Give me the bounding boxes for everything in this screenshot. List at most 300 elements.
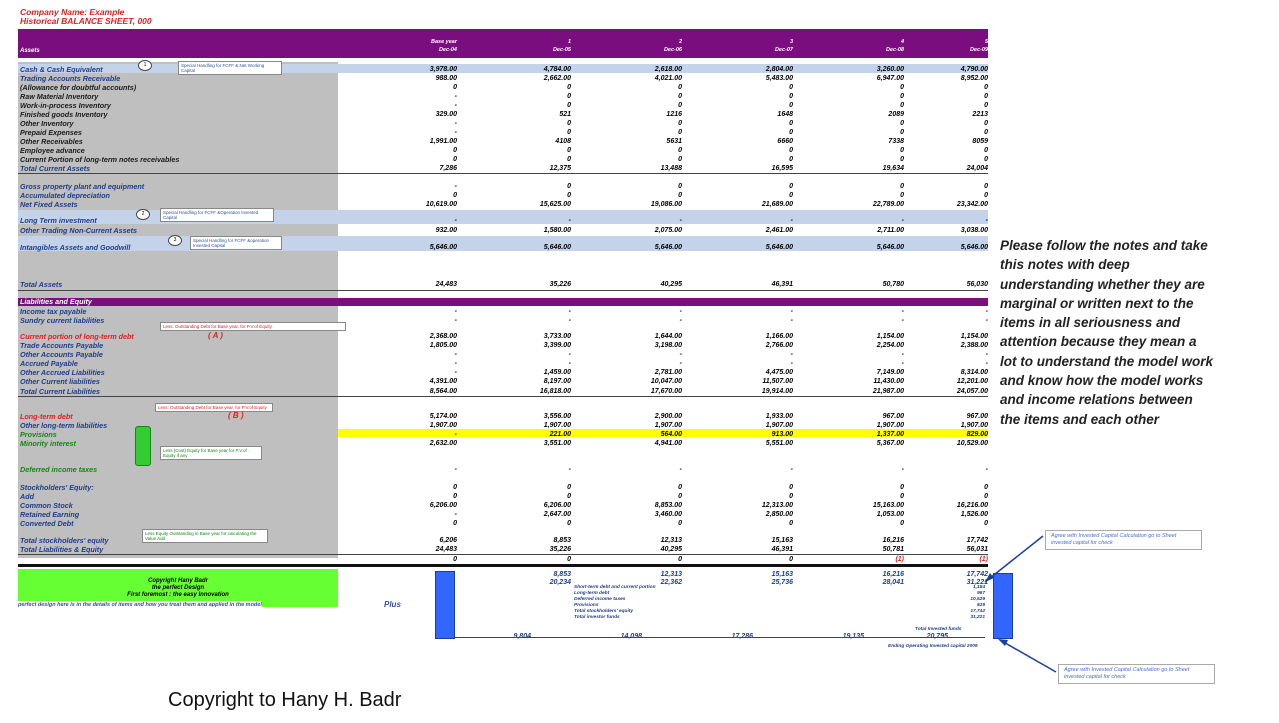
cell-value: 16,216.00 [956, 502, 988, 509]
cell-value: 1,580.00 [543, 227, 571, 234]
col-header-bottom: Dec-05 [552, 47, 571, 53]
col-header-top: Base year [431, 39, 457, 45]
cell-value: 4,475.00 [765, 369, 793, 376]
invested-value: 16,216 [882, 571, 904, 578]
cell-value: 8,197.00 [543, 378, 571, 385]
invested-label: Short-term debt and current portion [574, 585, 656, 590]
cell-value: 0 [900, 102, 904, 109]
row-label: Cash & Cash Equivalent [20, 65, 103, 74]
cell-value: 932.00 [435, 227, 457, 234]
cell-value: - [901, 466, 904, 473]
callout-minority: Less (Cost) Equity for Base year for P.V.of Equity if any [160, 446, 262, 460]
cell-value: - [454, 183, 457, 190]
cell-value: 0 [984, 484, 988, 491]
cell-value: 17,742 [966, 537, 988, 544]
cell-value: 50,780 [882, 281, 904, 288]
invested-total_invested: Total Invested funds [915, 627, 962, 632]
cell-value: 5631 [666, 138, 682, 145]
table-row [18, 387, 988, 396]
cell-value: 0 [789, 520, 793, 527]
cell-value: 23,342.00 [956, 201, 988, 208]
callout-nwc: Special Handling for FCFF & Net Working Capital [178, 61, 282, 75]
table-row [18, 501, 988, 510]
cell-value: 1,166.00 [765, 333, 793, 340]
cell-value: 2,618.00 [654, 66, 682, 73]
cell-value: - [679, 351, 682, 358]
cell-value: 4,790.00 [960, 66, 988, 73]
cell-value: 0 [678, 93, 682, 100]
cell-value: 0 [900, 84, 904, 91]
cell-value: 1,907.00 [429, 422, 457, 429]
cell-value: 1,154.00 [876, 333, 904, 340]
cell-value: - [454, 466, 457, 473]
cell-value: - [679, 308, 682, 315]
cell-value: 0 [789, 192, 793, 199]
invested-value: 12,313 [660, 571, 682, 578]
liabilities-header: Liabilities and Equity [20, 297, 92, 306]
invested-label: Long-term debt [574, 591, 610, 596]
cell-value: 0 [678, 493, 682, 500]
row-label: Other Inventory [20, 119, 74, 128]
cell-value: - [901, 351, 904, 358]
table-row [18, 137, 988, 146]
check-value: (1) [979, 556, 988, 563]
cell-value: 4,941.00 [654, 440, 682, 447]
cell-value: 0 [453, 520, 457, 527]
cell-value: 1,644.00 [654, 333, 682, 340]
check-value: 0 [453, 556, 457, 563]
cell-value: - [901, 308, 904, 315]
cell-value: 1,337.00 [876, 431, 904, 438]
cell-value: 35,226 [549, 281, 571, 288]
cell-value: - [790, 351, 793, 358]
callout-oic-3: Special Handling for FCFF &operation Invested Capital [190, 236, 282, 250]
cell-value: 4,021.00 [654, 75, 682, 82]
invested-small-value: 10,529 [970, 597, 985, 602]
cell-value: - [790, 360, 793, 367]
assets-header: Assets [20, 48, 40, 54]
row-label: Converted Debt [20, 519, 74, 528]
row-label: Employee advance [20, 146, 85, 155]
cell-value: - [985, 308, 988, 315]
cell-value: - [985, 466, 988, 473]
liabilities-header-bar [18, 298, 988, 306]
cell-value: 0 [567, 84, 571, 91]
cell-value: 2,850.00 [765, 511, 793, 518]
cell-value: - [901, 217, 904, 224]
cell-value: 2213 [972, 111, 988, 118]
row-label: Gross property plant and equipment [20, 182, 145, 191]
cell-value: 0 [984, 183, 988, 190]
cell-value: 0 [789, 102, 793, 109]
row-label: Other long-term liabilities [20, 421, 108, 430]
cell-value: 10,047.00 [650, 378, 682, 385]
cell-value: 0 [789, 147, 793, 154]
cell-value: 5,174.00 [429, 413, 457, 420]
copyright-footer: Copyright to Hany H. Badr [168, 689, 402, 711]
cell-value: 0 [900, 156, 904, 163]
cell-value: 40,295 [660, 281, 682, 288]
cell-value: 2,804.00 [765, 66, 793, 73]
row-label: Trading Accounts Receivable [20, 74, 121, 83]
cell-value: - [985, 351, 988, 358]
invested-value: 31,221 [966, 579, 988, 586]
tag-a: ( A ) [208, 331, 223, 340]
cell-value: 8,853 [553, 537, 571, 544]
cell-value: - [454, 129, 457, 136]
cell-value: 1,907.00 [543, 422, 571, 429]
row-label: Total Current Liabilities [20, 387, 101, 396]
cell-value: 19,634 [882, 165, 904, 172]
cell-value: 8,564.00 [429, 388, 457, 395]
cell-value: - [454, 102, 457, 109]
cell-value: 0 [984, 147, 988, 154]
check-value: (1) [895, 556, 904, 563]
callout-debt-b: Less: Outstanding Debt for Base year, for P.V.of Equity [155, 403, 273, 412]
col-header-bottom: Dec-09 [969, 47, 988, 53]
cell-value: 12,375 [549, 165, 571, 172]
cell-value: 6660 [777, 138, 793, 145]
cell-value: 10,529.00 [956, 440, 988, 447]
cell-value: 2,254.00 [876, 342, 904, 349]
table-row [18, 101, 988, 110]
cell-value: 0 [567, 147, 571, 154]
table-row [18, 128, 988, 137]
cell-value: 8059 [972, 138, 988, 145]
row-label: Common Stock [20, 501, 73, 510]
cell-value: - [568, 360, 571, 367]
cell-value: 0 [984, 493, 988, 500]
cell-value: - [568, 317, 571, 324]
cell-value: - [985, 360, 988, 367]
table-row [18, 483, 988, 492]
cell-value: 1216 [666, 111, 682, 118]
cell-value: 0 [900, 192, 904, 199]
cell-value: 5,646.00 [543, 244, 571, 251]
cell-value: 0 [789, 493, 793, 500]
cell-value: 0 [453, 147, 457, 154]
cell-value: 967.00 [882, 413, 904, 420]
cell-value: 24,057.00 [956, 388, 988, 395]
cell-value: 24,483 [435, 281, 457, 288]
cell-value: 16,595 [771, 165, 793, 172]
cell-value: 0 [984, 120, 988, 127]
cell-value: 1,805.00 [429, 342, 457, 349]
cell-value: 17,670.00 [650, 388, 682, 395]
cell-value: 2,711.00 [877, 227, 904, 234]
cell-value: 0 [678, 520, 682, 527]
cell-value: 5,367.00 [876, 440, 904, 447]
cell-value: - [985, 317, 988, 324]
invested-small-value: 17,742 [970, 609, 985, 614]
cell-value: 0 [678, 147, 682, 154]
cell-value: 521 [559, 111, 571, 118]
cell-value: 0 [789, 156, 793, 163]
row-label: Accumulated depreciation [20, 191, 110, 200]
cell-value: 8,314.00 [960, 369, 988, 376]
cell-value: - [454, 369, 457, 376]
cell-value: - [454, 93, 457, 100]
invested-small-value: 967 [976, 591, 985, 596]
cell-value: 1648 [777, 111, 793, 118]
cell-value: 0 [567, 129, 571, 136]
table-row [18, 74, 988, 83]
cell-value: 46,391 [771, 281, 793, 288]
cell-value: 7,286 [439, 165, 457, 172]
col-header-bottom: Dec-08 [885, 47, 904, 53]
table-row [18, 465, 988, 474]
col-header-top: 1 [567, 39, 571, 45]
cell-value: 0 [900, 120, 904, 127]
cell-value: 0 [789, 84, 793, 91]
cell-value: 1,907.00 [765, 422, 793, 429]
cell-value: 6,206.00 [543, 502, 571, 509]
table-row [18, 341, 988, 350]
cell-value: 1,907.00 [960, 422, 988, 429]
table-row [18, 191, 988, 200]
cell-value: - [901, 360, 904, 367]
row-label: Other Accrued Liabilities [20, 368, 105, 377]
cell-value: 329.00 [435, 111, 457, 118]
cell-value: 0 [567, 520, 571, 527]
cell-value: 5,646.00 [876, 244, 904, 251]
table-row [18, 110, 988, 119]
invested-label: Provisions [574, 603, 599, 608]
cell-value: 2,766.00 [765, 342, 793, 349]
cell-value: 1,526.00 [960, 511, 988, 518]
table-row [18, 243, 988, 252]
row-label: Retained Earning [20, 510, 80, 519]
row-label: Minority interest [20, 439, 76, 448]
cell-value: 913.00 [771, 431, 793, 438]
row-label: (Allowance for doubtful accounts) [20, 83, 137, 92]
table-row [18, 510, 988, 519]
green-line-3: First foremost : the easy Innovation [127, 592, 229, 598]
table-row [18, 164, 988, 173]
cell-value: 2,075.00 [654, 227, 682, 234]
invested-label: Total investor funds [574, 615, 620, 620]
cell-value: 0 [567, 156, 571, 163]
tag-b: ( B ) [228, 411, 244, 420]
cell-value: 0 [900, 93, 904, 100]
cell-value: 5,646.00 [960, 244, 988, 251]
plus-label: Plus [384, 600, 401, 609]
cell-value: 19,914.00 [761, 388, 793, 395]
cell-value: 0 [567, 183, 571, 190]
row-label: Other Trading Non-Current Assets [20, 226, 138, 235]
cell-value: 0 [900, 493, 904, 500]
instruction-note: Please follow the notes and take this notes with deep understanding whether they are marginal or written next to the items in all seriousness and attention because they mean a lot to understand the model work and know how the model works and income relations between the items and each other [1000, 238, 1214, 427]
cell-value: 13,488 [660, 165, 682, 172]
cell-value: 0 [984, 102, 988, 109]
table-row [18, 519, 988, 528]
cell-value: 12,313 [660, 537, 682, 544]
cell-value: 5,646.00 [654, 244, 682, 251]
cell-value: - [454, 431, 457, 438]
cell-value: 15,163.00 [872, 502, 904, 509]
cell-value: - [790, 317, 793, 324]
cell-value: 967.00 [966, 413, 988, 420]
row-label: Add [20, 492, 34, 501]
cell-value: - [454, 120, 457, 127]
cell-value: 15,163 [771, 537, 793, 544]
green-bracket [135, 426, 151, 466]
cell-value: 3,551.00 [543, 440, 571, 447]
cell-value: 3,399.00 [543, 342, 571, 349]
callout-equity: Less Equity Outstanding in Base year for calculating the Value Add [142, 529, 268, 543]
table-row [18, 430, 988, 439]
cell-value: 2,461.00 [765, 227, 793, 234]
table-row [18, 332, 988, 341]
agree-note-2: Agree with Invested Capital Calculation go to Sheet invested capital for check [1058, 664, 1215, 684]
cell-value: 3,556.00 [543, 413, 571, 420]
row-label: Income tax payable [20, 307, 87, 316]
agree-note-1: Agree with Invested Capital Calculation go to Sheet invested capital for check [1045, 530, 1202, 550]
cell-value: 0 [900, 520, 904, 527]
check-value: 0 [789, 556, 793, 563]
cell-value: 3,260.00 [876, 66, 904, 73]
cell-value: 0 [900, 484, 904, 491]
col-header-bottom: Dec-04 [438, 47, 457, 53]
cell-value: 0 [789, 93, 793, 100]
cell-value: 35,226 [549, 546, 571, 553]
cell-value: 3,460.00 [654, 511, 682, 518]
table-row [18, 359, 988, 368]
cell-value: - [454, 217, 457, 224]
cell-value: 5,483.00 [765, 75, 793, 82]
cell-value: 0 [984, 192, 988, 199]
cell-value: - [568, 466, 571, 473]
row-label: Long Term investment [20, 216, 97, 225]
cell-value: 21,689.00 [761, 201, 793, 208]
cell-value: 6,206.00 [429, 502, 457, 509]
cell-value: 988.00 [435, 75, 457, 82]
table-row [18, 146, 988, 155]
cell-value: - [985, 217, 988, 224]
cell-value: - [568, 308, 571, 315]
cell-value: 0 [789, 129, 793, 136]
green-line-1: Copyright Hany Badr [147, 578, 208, 584]
row-label: Provisions [20, 430, 57, 439]
row-label: Current portion of long-term debt [20, 332, 134, 341]
invested-small-value: 1,154 [972, 585, 985, 590]
cell-value: 15,625.00 [539, 201, 571, 208]
invested-label: Total stockholders' equity [574, 609, 634, 614]
cell-value: 2,632.00 [429, 440, 457, 447]
check-value: 0 [678, 556, 682, 563]
invested-small-value: 829 [976, 603, 985, 608]
cell-value: 2,781.00 [654, 369, 682, 376]
table-row [18, 155, 988, 164]
cell-value: 2,388.00 [960, 342, 988, 349]
cell-value: 0 [984, 93, 988, 100]
cell-value: 4,784.00 [543, 66, 571, 73]
cell-value: 3,038.00 [960, 227, 988, 234]
cell-value: 8,853.00 [654, 502, 682, 509]
cell-value: 16,818.00 [539, 388, 571, 395]
cell-value: - [568, 217, 571, 224]
row-label: Long-term debt [20, 412, 73, 421]
cell-value: - [568, 351, 571, 358]
cell-value: - [679, 317, 682, 324]
cell-value: 0 [453, 493, 457, 500]
cell-value: 1,991.00 [429, 138, 457, 145]
callout-oic-2: Special Handling for FCFF &Operation Invested Capital [160, 208, 274, 222]
cell-value: 1,907.00 [876, 422, 904, 429]
invested-value: 20,234 [549, 579, 571, 586]
cell-value: 0 [900, 147, 904, 154]
cell-value: 22,789.00 [872, 201, 904, 208]
cell-value: - [454, 511, 457, 518]
row-label: Other Accounts Payable [20, 350, 103, 359]
cell-value: 7,149.00 [876, 369, 904, 376]
cell-value: 7338 [888, 138, 904, 145]
row-label: Total stockholders' equity [20, 536, 109, 545]
col-header-top: 4 [900, 39, 904, 45]
col-header-bottom: Dec-06 [663, 47, 682, 53]
col-header-top: 3 [789, 39, 793, 45]
table-row [18, 307, 988, 316]
invested-small-value: 31,221 [970, 615, 985, 620]
cell-value: 0 [678, 84, 682, 91]
invested-value: 22,362 [660, 579, 682, 586]
row-label: Intangibles Assets and Goodwill [20, 243, 131, 252]
cell-value: - [901, 317, 904, 324]
cell-value: 12,313.00 [761, 502, 793, 509]
row-label: Prepaid Expenses [20, 128, 82, 137]
cell-value: 56,031 [966, 546, 988, 553]
table-row [18, 350, 988, 359]
cell-value: 0 [453, 84, 457, 91]
badge-3: 3 [168, 235, 182, 246]
cell-value: 40,295 [660, 546, 682, 553]
green-line-2: the perfect Design [151, 585, 205, 591]
table-row [18, 545, 988, 554]
cell-value: 0 [567, 192, 571, 199]
invested-label: Deferred income taxes [574, 597, 626, 602]
cell-value: 0 [984, 129, 988, 136]
cell-value: 2089 [888, 111, 904, 118]
check-value: 0 [567, 556, 571, 563]
cell-value: 0 [900, 129, 904, 136]
cell-value: 0 [678, 120, 682, 127]
badge-1: 1 [138, 60, 152, 71]
cell-value: 0 [453, 156, 457, 163]
cell-value: 16,216 [882, 537, 904, 544]
cell-value: 1,154.00 [960, 333, 988, 340]
cell-value: 4108 [555, 138, 571, 145]
cell-value: 0 [984, 84, 988, 91]
cell-value: 0 [567, 484, 571, 491]
badge-2: 2 [136, 209, 150, 220]
blue-bar-left [435, 571, 455, 639]
cell-value: 1,053.00 [876, 511, 904, 518]
cell-value: 0 [678, 192, 682, 199]
cell-value: 5,646.00 [429, 244, 457, 251]
cell-value: 24,004 [966, 165, 988, 172]
callout-debt-a: Less: Outstanding Debt for Base year, for P.V.of Equity [160, 322, 346, 331]
cell-value: - [790, 217, 793, 224]
row-label: Sundry current liabilities [20, 316, 105, 325]
row-label: Accrued Payable [20, 359, 78, 368]
cell-value: 0 [900, 183, 904, 190]
row-label: Other Current liabilities [20, 377, 100, 386]
row-label: Finished goods Inventory [20, 110, 108, 119]
cell-value: - [790, 466, 793, 473]
company-name: Company Name: Example [20, 7, 125, 17]
cell-value: - [454, 351, 457, 358]
cell-value: 0 [789, 120, 793, 127]
